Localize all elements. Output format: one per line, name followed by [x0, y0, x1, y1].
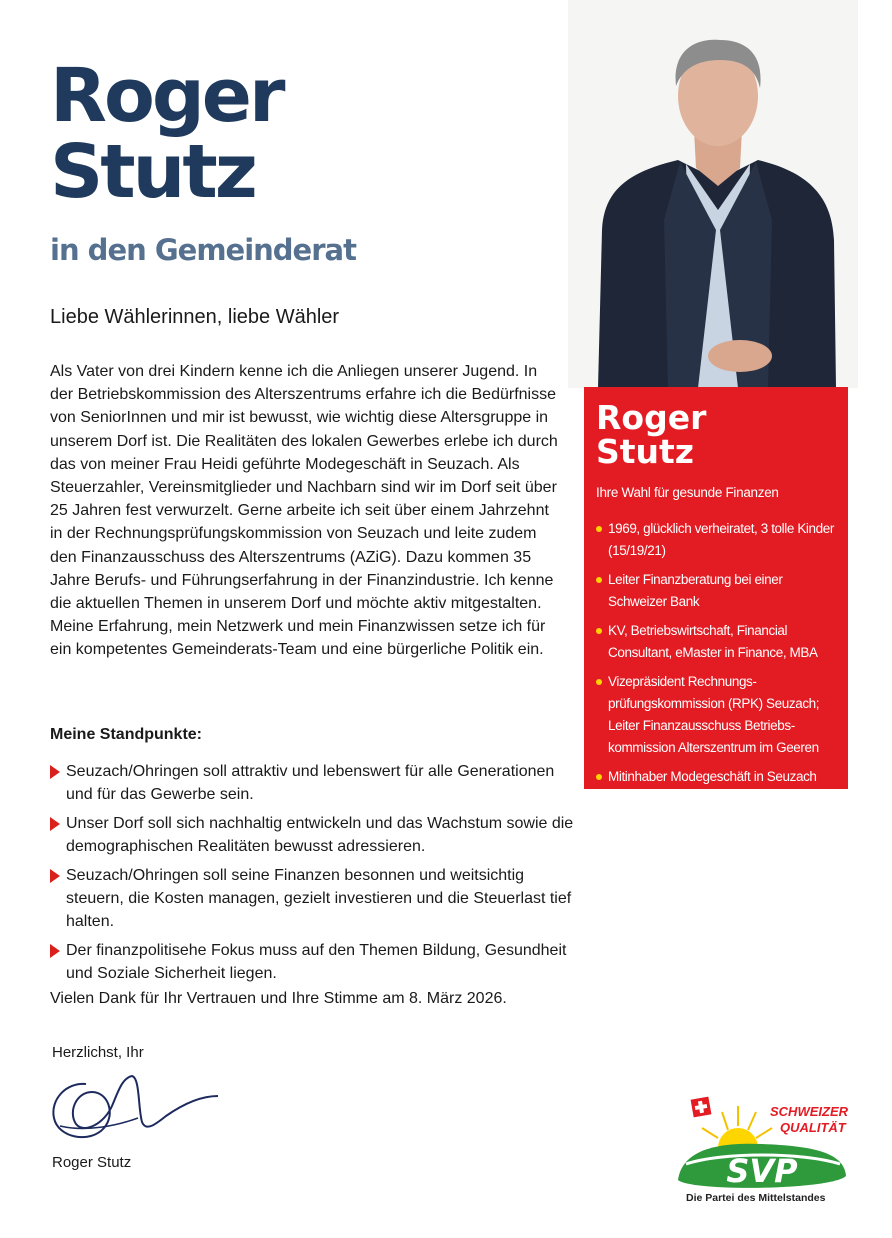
svp-logo — [672, 1090, 852, 1194]
profile-facts-list — [596, 518, 834, 788]
profile-name — [596, 398, 834, 471]
candidate-name-title — [50, 53, 283, 215]
standpoint-item — [50, 864, 580, 933]
name-first: Roger — [50, 53, 283, 139]
standpoints-heading: Meine Standpunkte: — [50, 726, 203, 743]
fact-text: KV, Betriebswirtschaft, Financial Consultant, eMaster in Finance, MBA — [608, 623, 818, 660]
standpoint-item — [50, 760, 580, 806]
greeting: Liebe Wählerinnen, liebe Wähler — [50, 306, 340, 328]
profile-box — [584, 387, 848, 789]
closing-line: Herzlichst, Ihr — [52, 1044, 144, 1061]
profile-fact — [596, 518, 834, 562]
fact-text: 1969, glücklich verheiratet, 3 tolle Kinder (15/19/21) — [608, 521, 834, 558]
standpoint-text: Seuzach/Ohringen soll seine Finanzen besonnen und weitsichtig steuern, die Kosten managen, gezielt investieren und die Steuerlast tief halten. — [66, 867, 572, 930]
standpoint-item — [50, 939, 580, 985]
fact-text: Vizepräsident Rechnungs-prüfungskommission (RPK) Seuzach; Leiter Finanzausschuss Betriebs-kommission Alterszentrum im Geeren — [608, 674, 820, 755]
red-arrow-icon — [50, 765, 60, 779]
yellow-bullet-icon — [596, 526, 602, 532]
handwritten-signature — [46, 1062, 226, 1152]
profile-name-first: Roger — [596, 398, 707, 437]
fact-text: Mitinhaber Modegeschäft in Seuzach — [608, 769, 817, 784]
candidate-portrait — [568, 0, 858, 388]
yellow-bullet-icon — [596, 628, 602, 634]
profile-fact — [596, 671, 834, 759]
intro-paragraph: Als Vater von drei Kindern kenne ich die Anliegen unserer Jugend. In der Betriebskommission des Alterszentrums erfahre ich die Bedürfnisse von SeniorInnen und mir ist bewusst, wie wichtig diese Altersgruppe in unserem Dorf ist. Die Realitäten des lokalen Gewerbes erlebe ich durch das von meiner Frau Heidi geführte Modegeschäft in Seuzach. Als Steuerzahler, Vereinsmitglieder und Nachbarn sind wir im Dorf seit über 25 Jahren fest verwurzelt. Gerne arbeite ich seit über einem Jahrzehnt in der Rechnungsprüfungskommission von Seuzach und leite zudem den Finanzausschuss des Alterszentrums (AZiG). Dazu kommen 35 Jahre Berufs- und Führungserfahrung in der Finanzindustrie. Ich kenne die aktuellen Themen in unserem Dorf und möchte aktiv mitgestalten. Meine Erfahrung, mein Netzwerk und mein Finanzwissen setze ich für ein kompetentes Gemeinderats-Team und eine bürgerliche Politik ein. — [50, 363, 558, 659]
profile-name-last: Stutz — [596, 432, 695, 471]
yellow-bullet-icon — [596, 774, 602, 780]
profile-fact — [596, 766, 834, 788]
badge-line1: SCHWEIZER — [770, 1104, 848, 1119]
name-last: Stutz — [50, 129, 255, 215]
profile-fact — [596, 620, 834, 664]
logo-tagline: Die Partei des Mittelstandes — [686, 1192, 826, 1204]
standpoint-text: Unser Dorf soll sich nachhaltig entwickeln und das Wachstum sowie die demographischen Realitäten bewusst adressieren. — [66, 815, 574, 855]
standpoint-text: Seuzach/Ohringen soll attraktiv und lebenswert für alle Generationen und für das Gewerbe sein. — [66, 763, 555, 803]
badge-line2: QUALITÄT — [780, 1120, 846, 1135]
standpoint-text: Der finanzpolitisehe Fokus muss auf den Themen Bildung, Gesundheit und Soziale Sicherheit liegen. — [66, 942, 567, 982]
signer-name: Roger Stutz — [52, 1154, 132, 1171]
profile-tagline: Ihre Wahl für gesunde Finanzen — [596, 485, 779, 500]
standpoints-list — [50, 760, 580, 991]
thanks-line: Vielen Dank für Ihr Vertrauen und Ihre Stimme am 8. März 2026. — [50, 990, 507, 1007]
yellow-bullet-icon — [596, 577, 602, 583]
svp-wordmark: SVP — [726, 1152, 798, 1190]
portrait-illustration — [568, 0, 858, 388]
yellow-bullet-icon — [596, 679, 602, 685]
profile-fact — [596, 569, 834, 613]
fact-text: Leiter Finanzberatung bei einer Schweizer Bank — [608, 572, 783, 609]
red-arrow-icon — [50, 944, 60, 958]
red-arrow-icon — [50, 817, 60, 831]
standpoint-item — [50, 812, 580, 858]
campaign-subtitle: in den Gemeinderat — [50, 233, 356, 267]
red-arrow-icon — [50, 869, 60, 883]
